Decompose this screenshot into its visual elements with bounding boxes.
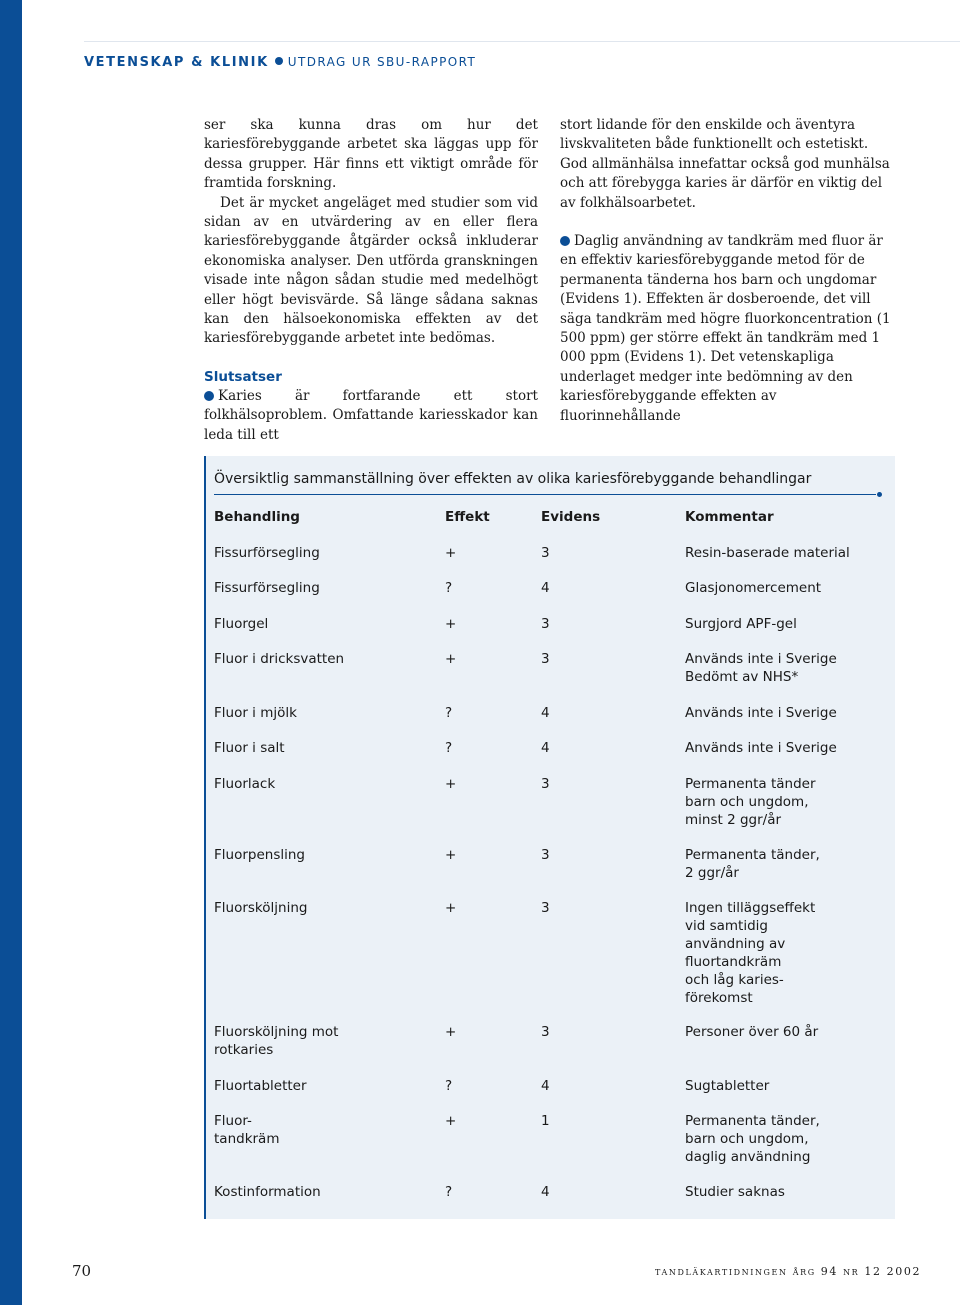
paragraph: ser ska kunna dras om hur det kariesförebyggande arbetet ska läggas upp för dessa grupper. Här finns ett viktigt område för framtida forskning.: [204, 117, 538, 192]
treatment-cell: Fluor i mjölk: [214, 705, 297, 721]
comment-cell: Ingen tilläggseffekt vid samtidig användning av fluortandkräm och låg karies- förekomst: [685, 900, 816, 1006]
paragraph: [560, 232, 896, 426]
comment-cell: Används inte i Sverige: [685, 740, 837, 756]
treatment-cell: Fluorsköljning mot rotkaries: [214, 1024, 339, 1058]
page-number: 70: [72, 1262, 92, 1280]
evidence-cell: 3: [541, 545, 550, 561]
treatment-cell: Fluorgel: [214, 616, 269, 632]
summary-table-box: [204, 456, 895, 1219]
section-header: [84, 51, 476, 70]
effect-cell: +: [445, 1024, 457, 1040]
paragraph: [204, 387, 538, 445]
comment-cell: Resin-baserade material: [685, 545, 850, 561]
bullet-dot-icon: [204, 391, 214, 401]
comment-cell: Glasjonomercement: [685, 580, 822, 596]
title-rule: [214, 494, 876, 495]
treatment-cell: Fluorpensling: [214, 847, 305, 863]
effect-cell: +: [445, 776, 457, 792]
treatment-cell: Fluor- tandkräm: [214, 1113, 280, 1147]
left-color-bar: [0, 0, 22, 1305]
treatment-cell: Fissurförsegling: [214, 545, 320, 561]
table-title: Översiktlig sammanställning över effekten av olika kariesförebyggande behandlingar: [214, 471, 812, 487]
effect-cell: +: [445, 616, 457, 632]
evidence-cell: 4: [541, 1078, 550, 1094]
effect-cell: +: [445, 847, 457, 863]
journal-footer: tandläkartidningen årg 94 nr 12 2002: [655, 1265, 922, 1278]
evidence-cell: 3: [541, 900, 550, 916]
evidence-cell: 1: [541, 1113, 550, 1129]
treatment-cell: Fluor i dricksvatten: [214, 651, 345, 667]
paragraph-text: Karies är fortfarande ett stort folkhälsoproblem. Omfattande kariesskador kan leda till ett: [204, 387, 538, 443]
subheading-slutsatser: Slutsatser: [204, 368, 282, 385]
comment-cell: Sugtabletter: [685, 1078, 770, 1094]
right-text-column: [560, 116, 896, 426]
bullet-dot-icon: [275, 57, 283, 65]
effect-cell: ?: [445, 1184, 453, 1200]
header-behandling: Behandling: [214, 509, 300, 525]
treatment-cell: Kostinformation: [214, 1184, 321, 1200]
paragraph: Det är mycket angeläget med studier som vid sidan av en utvärdering av en eller flera kariesförebyggande åtgärder också inkluderar ekonomiska analyser. Den utförda granskningen visade inte någon sådan studie med medelhögt eller högt bevisvärde. Så länge sådana saknas kan den hälsoekonomiska effekten av det kariesförebyggande arbetet inte bedömas.: [204, 194, 538, 347]
effect-cell: +: [445, 651, 457, 667]
paragraph: stort lidande för den enskilde och äventyra livskvaliteten både funktionellt och estetiskt. God allmänhälsa innefattar också god munhälsa och att förebygga karies är därför en viktig del av folkhälsoarbetet.: [560, 117, 890, 211]
treatment-cell: Fluorlack: [214, 776, 276, 792]
comment-cell: Studier saknas: [685, 1184, 785, 1200]
effect-cell: ?: [445, 580, 453, 596]
comment-cell: Används inte i Sverige Bedömt av NHS*: [685, 651, 837, 685]
treatment-cell: Fluor i salt: [214, 740, 285, 756]
paragraph-text: Daglig användning av tandkräm med fluor är en effektiv kariesförebyggande metod för de permanenta tänderna hos barn och ungdomar (Evidens 1). Effekten är dosberoende, det vill säga tandkräm med högre fluorkoncentration (1 500 ppm) ger större effekt än tandkräm med 1 000 ppm (Evidens 1). Det vetenskapliga underlaget medger inte bedömning av den kariesförebyggande effekten av fluorinnehållande: [560, 233, 891, 424]
header-rule: [84, 41, 960, 42]
evidence-cell: 4: [541, 580, 550, 596]
header-effekt: Effekt: [445, 509, 490, 525]
effect-cell: +: [445, 545, 457, 561]
section-title: VETENSKAP & KLINIK: [84, 55, 269, 70]
treatment-cell: Fluortabletter: [214, 1078, 307, 1094]
evidence-cell: 3: [541, 776, 550, 792]
bullet-dot-icon: [560, 236, 570, 246]
effect-cell: +: [445, 1113, 457, 1129]
effect-cell: +: [445, 900, 457, 916]
header-kommentar: Kommentar: [685, 509, 774, 525]
evidence-cell: 4: [541, 1184, 550, 1200]
treatment-cell: Fissurförsegling: [214, 580, 320, 596]
evidence-cell: 3: [541, 1024, 550, 1040]
effect-cell: ?: [445, 1078, 453, 1094]
evidence-cell: 3: [541, 616, 550, 632]
evidence-cell: 4: [541, 740, 550, 756]
comment-cell: Personer över 60 år: [685, 1024, 819, 1040]
comment-cell: Permanenta tänder, barn och ungdom, daglig användning: [685, 1113, 820, 1165]
rule-end-dot-icon: [877, 492, 882, 497]
effect-cell: ?: [445, 705, 453, 721]
left-text-column: [204, 116, 538, 445]
comment-cell: Permanenta tänder, 2 ggr/år: [685, 847, 820, 881]
evidence-cell: 3: [541, 847, 550, 863]
comment-cell: Surgjord APF-gel: [685, 616, 797, 632]
header-evidens: Evidens: [541, 509, 601, 525]
section-subtitle: UTDRAG UR SBU-RAPPORT: [287, 55, 477, 69]
evidence-cell: 4: [541, 705, 550, 721]
evidence-cell: 3: [541, 651, 550, 667]
comment-cell: Används inte i Sverige: [685, 705, 837, 721]
treatment-cell: Fluorsköljning: [214, 900, 308, 916]
effect-cell: ?: [445, 740, 453, 756]
comment-cell: Permanenta tänder barn och ungdom, minst 2 ggr/år: [685, 776, 816, 828]
